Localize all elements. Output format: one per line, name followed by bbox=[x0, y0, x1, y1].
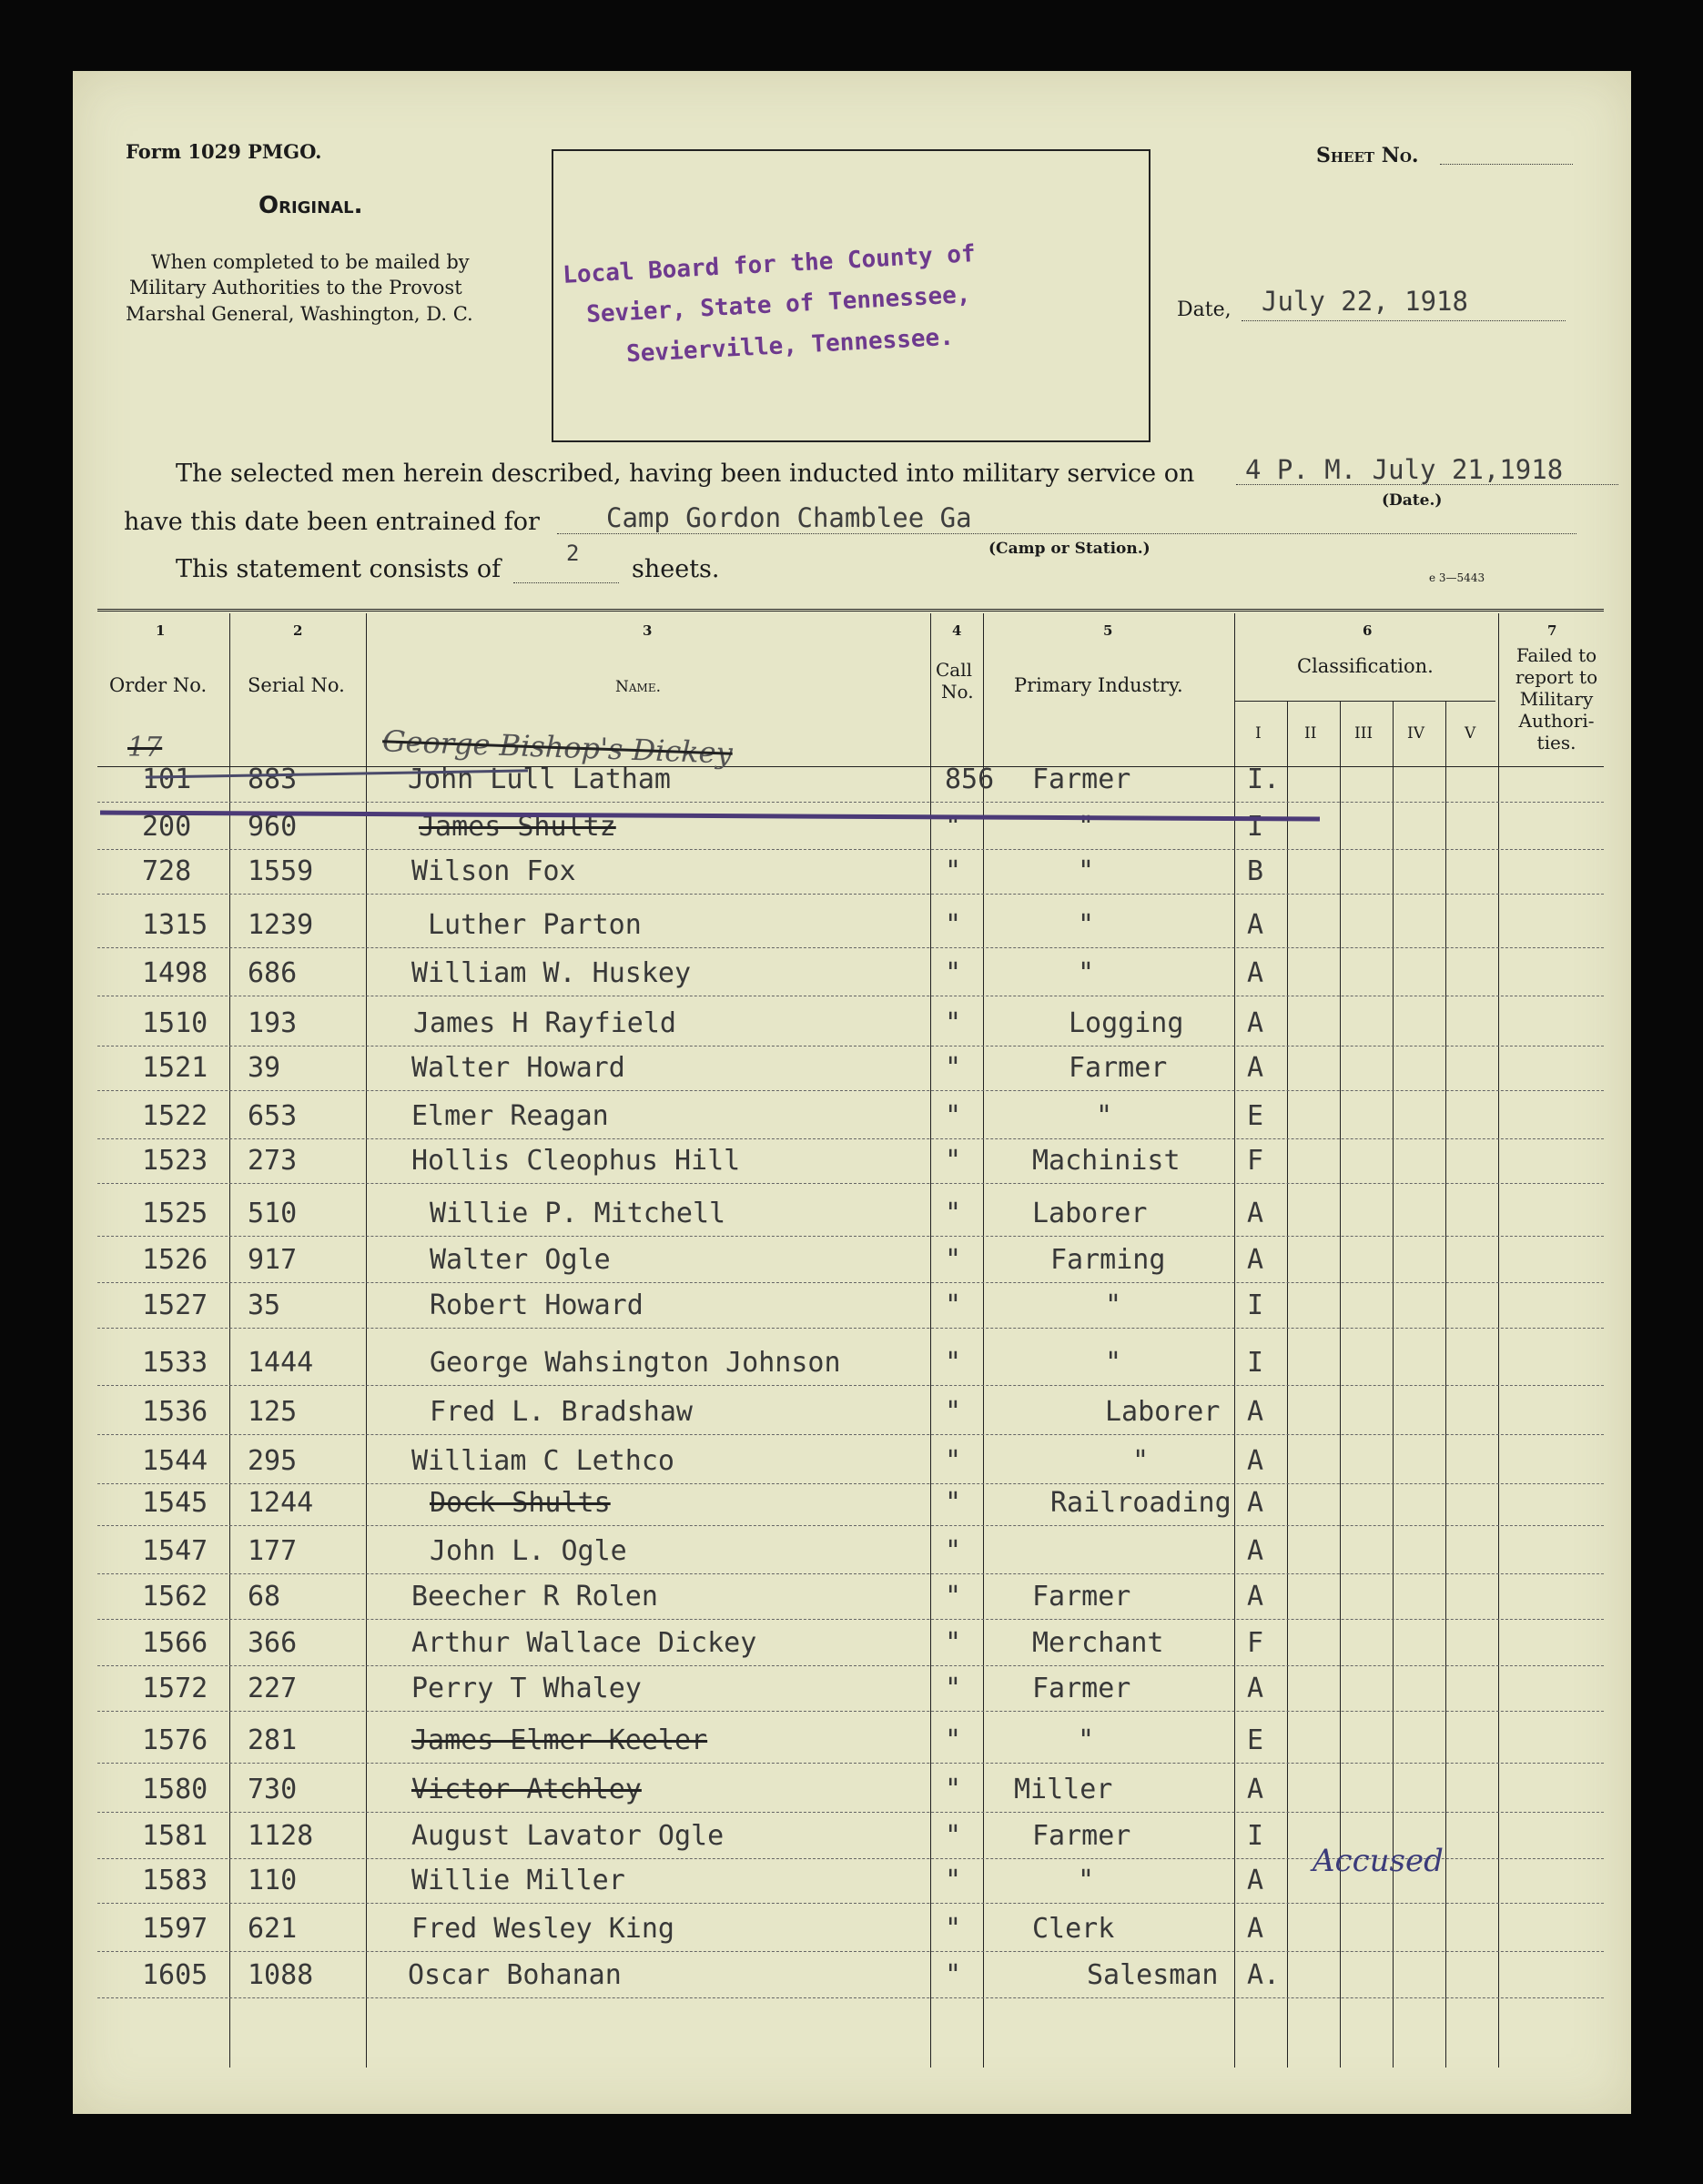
call-number-cell: " bbox=[945, 1581, 962, 1613]
order-number-cell: 1597 bbox=[142, 1913, 208, 1945]
call-number-cell: " bbox=[945, 1244, 962, 1276]
col-number-3: 3 bbox=[643, 622, 653, 639]
inductee-name-cell: John L. Ogle bbox=[430, 1535, 627, 1567]
col-number-7: 7 bbox=[1547, 622, 1557, 639]
inductee-name-cell: Oscar Bohanan bbox=[408, 1959, 622, 1991]
classification-cell: I. bbox=[1247, 763, 1281, 795]
serial-number-cell: 1244 bbox=[248, 1487, 314, 1519]
serial-number-cell: 177 bbox=[248, 1535, 298, 1567]
call-number-cell: " bbox=[945, 1198, 962, 1229]
classification-cell: A bbox=[1247, 1244, 1264, 1276]
primary-industry-cell: " bbox=[1078, 957, 1095, 989]
order-number-cell: 1527 bbox=[142, 1289, 208, 1321]
call-number-header-1: Call bbox=[936, 659, 973, 681]
inductee-name-cell: James H Rayfield bbox=[413, 1007, 676, 1039]
inductee-name-cell: Perry T Whaley bbox=[411, 1673, 642, 1704]
form-sheet bbox=[73, 71, 1631, 2114]
order-number-cell: 1583 bbox=[142, 1865, 208, 1896]
serial-number-cell: 960 bbox=[248, 811, 298, 843]
serial-number-cell: 510 bbox=[248, 1198, 298, 1229]
inductee-name-cell: Robert Howard bbox=[430, 1289, 644, 1321]
table-header-bottom bbox=[97, 766, 1604, 767]
row-divider bbox=[97, 802, 1604, 803]
call-number-cell: " bbox=[945, 1820, 962, 1852]
inductee-name-cell: William C Lethco bbox=[411, 1445, 674, 1477]
serial-number-cell: 883 bbox=[248, 763, 298, 795]
call-number-cell: " bbox=[945, 1627, 962, 1659]
primary-industry-cell: Laborer bbox=[1105, 1396, 1221, 1428]
inductee-name-cell: Elmer Reagan bbox=[411, 1100, 609, 1132]
camp-line bbox=[557, 533, 1576, 534]
serial-number-cell: 1128 bbox=[248, 1820, 314, 1852]
row-divider bbox=[97, 1183, 1604, 1184]
classification-cell: I bbox=[1247, 1347, 1264, 1379]
order-number-cell: 1498 bbox=[142, 957, 208, 989]
inductee-name-cell: Willie P. Mitchell bbox=[430, 1198, 726, 1229]
inductee-name-cell: George Wahsington Johnson bbox=[430, 1347, 841, 1379]
serial-number-cell: 295 bbox=[248, 1445, 298, 1477]
call-number-cell: " bbox=[945, 1487, 962, 1519]
serial-number-cell: 686 bbox=[248, 957, 298, 989]
classification-cell: F bbox=[1247, 1627, 1264, 1659]
date-value: July 22, 1918 bbox=[1262, 286, 1468, 317]
classification-cell: A bbox=[1247, 1007, 1264, 1039]
failed-header-line-3: Military bbox=[1519, 688, 1594, 710]
inductee-name-cell: Luther Parton bbox=[428, 909, 642, 941]
serial-number-cell: 39 bbox=[248, 1052, 281, 1084]
call-number-cell: " bbox=[945, 1724, 962, 1756]
order-number-cell: 1525 bbox=[142, 1198, 208, 1229]
serial-number-cell: 193 bbox=[248, 1007, 298, 1039]
serial-number-cell: 68 bbox=[248, 1581, 281, 1613]
primary-industry-cell: Farmer bbox=[1032, 1820, 1131, 1852]
classification-cell: A bbox=[1247, 957, 1264, 989]
name-header: Name. bbox=[615, 678, 661, 696]
call-number-cell: " bbox=[945, 1445, 962, 1477]
col-divider-2 bbox=[366, 613, 367, 2068]
row-divider bbox=[97, 1385, 1604, 1386]
row-divider bbox=[97, 1483, 1604, 1484]
call-number-cell: " bbox=[945, 909, 962, 941]
stamp-line-3: Sevierville, Tennessee. bbox=[625, 323, 955, 369]
row-divider bbox=[97, 1573, 1604, 1574]
row-divider bbox=[97, 1236, 1604, 1237]
order-number-cell: 1576 bbox=[142, 1724, 208, 1756]
primary-industry-cell: " bbox=[1078, 1865, 1095, 1896]
col-number-4: 4 bbox=[952, 622, 962, 639]
primary-industry-cell: Miller bbox=[1014, 1774, 1113, 1805]
inductee-name-cell: Beecher R Rolen bbox=[411, 1581, 658, 1613]
order-number-cell: 1562 bbox=[142, 1581, 208, 1613]
primary-industry-cell: Logging bbox=[1069, 1007, 1184, 1039]
serial-number-cell: 917 bbox=[248, 1244, 298, 1276]
row-divider bbox=[97, 1903, 1604, 1904]
order-number-header: Order No. bbox=[109, 674, 208, 696]
order-number-cell: 1566 bbox=[142, 1627, 208, 1659]
order-number-cell: 101 bbox=[142, 763, 192, 795]
classification-cell: A bbox=[1247, 1198, 1264, 1229]
order-number-cell: 1521 bbox=[142, 1052, 208, 1084]
serial-number-cell: 1444 bbox=[248, 1347, 314, 1379]
class-iv-header: IV bbox=[1407, 724, 1424, 743]
primary-industry-cell: Merchant bbox=[1032, 1627, 1164, 1659]
order-number-cell: 1580 bbox=[142, 1774, 208, 1805]
primary-industry-cell: Farmer bbox=[1032, 763, 1131, 795]
failed-to-report-header bbox=[1511, 644, 1602, 753]
mail-instructions-line-2: Military Authorities to the Provost bbox=[129, 277, 462, 298]
inductee-name-cell: Hollis Cleophus Hill bbox=[411, 1145, 741, 1177]
camp-caption: (Camp or Station.) bbox=[988, 540, 1151, 558]
primary-industry-cell: Salesman bbox=[1087, 1959, 1219, 1991]
col-number-6: 6 bbox=[1363, 622, 1373, 639]
serial-number-cell: 730 bbox=[248, 1774, 298, 1805]
classification-cell: A bbox=[1247, 1445, 1264, 1477]
inductee-name-cell: Dock Shults bbox=[430, 1487, 611, 1519]
row-divider bbox=[97, 1711, 1604, 1712]
primary-industry-cell: " bbox=[1078, 855, 1095, 887]
inductee-name-cell: Wilson Fox bbox=[411, 855, 576, 887]
date-line bbox=[1242, 320, 1566, 321]
classification-divider bbox=[1234, 701, 1495, 702]
serial-number-cell: 227 bbox=[248, 1673, 298, 1704]
order-number-cell: 1533 bbox=[142, 1347, 208, 1379]
sheets-count-value: 2 bbox=[566, 541, 580, 566]
primary-industry-cell: " bbox=[1078, 1724, 1095, 1756]
call-number-cell: " bbox=[945, 957, 962, 989]
mail-instructions-line-1: When completed to be mailed by bbox=[151, 251, 470, 273]
date-label: Date, bbox=[1177, 298, 1232, 321]
class-ii-header: II bbox=[1304, 724, 1317, 743]
crossed-out-entry: George Bishop's Dickey bbox=[381, 723, 734, 771]
statement-text-1: The selected men herein described, having been inducted into military service on bbox=[176, 460, 1195, 488]
order-number-cell: 1522 bbox=[142, 1100, 208, 1132]
sheets-count-line bbox=[513, 582, 619, 583]
classification-cell: A bbox=[1247, 1913, 1264, 1945]
serial-number-cell: 366 bbox=[248, 1627, 298, 1659]
call-number-cell: " bbox=[945, 1347, 962, 1379]
row-divider bbox=[97, 1090, 1604, 1091]
primary-industry-cell: " bbox=[1096, 1100, 1113, 1132]
statement-text-4: sheets. bbox=[632, 555, 720, 583]
order-number-cell: 1510 bbox=[142, 1007, 208, 1039]
failed-header-line-4: Authori- bbox=[1518, 710, 1595, 732]
order-number-cell: 1605 bbox=[142, 1959, 208, 1991]
classification-cell: E bbox=[1247, 1724, 1264, 1756]
primary-industry-cell: " bbox=[1105, 1347, 1122, 1379]
row-divider bbox=[97, 1328, 1604, 1329]
primary-industry-cell: " bbox=[1105, 1289, 1122, 1321]
row-divider bbox=[97, 1282, 1604, 1283]
col-divider-4 bbox=[983, 613, 984, 2068]
order-number-cell: 1315 bbox=[142, 909, 208, 941]
classification-cell: A. bbox=[1247, 1959, 1281, 1991]
marginal-note: Accused bbox=[1313, 1843, 1444, 1879]
statement-text-2: have this date been entrained for bbox=[124, 508, 540, 536]
stamp-line-2: Sevier, State of Tennessee, bbox=[585, 280, 972, 329]
serial-number-cell: 110 bbox=[248, 1865, 298, 1896]
failed-header-line-1: Failed to bbox=[1515, 644, 1597, 666]
classification-cell: A bbox=[1247, 1581, 1264, 1613]
failed-header-line-5: ties. bbox=[1536, 732, 1576, 753]
statement-text-3: This statement consists of bbox=[176, 555, 502, 583]
row-divider bbox=[97, 1951, 1604, 1952]
call-number-cell: " bbox=[945, 1913, 962, 1945]
classification-cell: B bbox=[1247, 855, 1264, 887]
date-caption: (Date.) bbox=[1382, 491, 1443, 510]
primary-industry-cell: " bbox=[1078, 811, 1095, 843]
sheet-number-line bbox=[1440, 164, 1573, 165]
col-divider-1 bbox=[229, 613, 230, 2068]
call-number-cell: " bbox=[945, 1396, 962, 1428]
order-number-cell: 1547 bbox=[142, 1535, 208, 1567]
mail-instructions-line-3: Marshal General, Washington, D. C. bbox=[126, 303, 473, 325]
primary-industry-cell: Farmer bbox=[1069, 1052, 1168, 1084]
col-divider-class-1 bbox=[1287, 701, 1288, 2068]
class-v-header: V bbox=[1465, 724, 1476, 743]
call-number-cell: " bbox=[945, 1774, 962, 1805]
row-divider bbox=[97, 894, 1604, 895]
order-number-cell: 1572 bbox=[142, 1673, 208, 1704]
order-number-cell: 200 bbox=[142, 811, 192, 843]
classification-cell: A bbox=[1247, 1535, 1264, 1567]
col-number-1: 1 bbox=[156, 622, 166, 639]
primary-industry-cell: Clerk bbox=[1032, 1913, 1115, 1945]
order-number-cell: 728 bbox=[142, 855, 192, 887]
call-number-cell: " bbox=[945, 1289, 962, 1321]
serial-number-cell: 125 bbox=[248, 1396, 298, 1428]
classification-cell: I bbox=[1247, 1820, 1264, 1852]
classification-cell: A bbox=[1247, 1487, 1264, 1519]
row-divider bbox=[97, 1434, 1604, 1435]
classification-cell: A bbox=[1247, 1865, 1264, 1896]
serial-number-cell: 273 bbox=[248, 1145, 298, 1177]
primary-industry-cell: Machinist bbox=[1032, 1145, 1181, 1177]
order-number-cell: 1544 bbox=[142, 1445, 208, 1477]
classification-cell: A bbox=[1247, 1774, 1264, 1805]
row-divider bbox=[97, 1525, 1604, 1526]
inductee-name-cell: James Shultz bbox=[419, 811, 616, 843]
col-number-2: 2 bbox=[293, 622, 303, 639]
inductee-name-cell: William W. Huskey bbox=[411, 957, 692, 989]
failed-header-line-2: report to bbox=[1515, 666, 1598, 688]
primary-industry-cell: Laborer bbox=[1032, 1198, 1148, 1229]
class-iii-header: III bbox=[1354, 724, 1374, 743]
row-divider bbox=[97, 1619, 1604, 1620]
inductee-name-cell: Fred L. Bradshaw bbox=[430, 1396, 693, 1428]
call-number-cell: " bbox=[945, 1535, 962, 1567]
call-number-cell: " bbox=[945, 811, 962, 843]
inductee-name-cell: James Elmer Keeler bbox=[411, 1724, 708, 1756]
primary-industry-cell: Farmer bbox=[1032, 1581, 1131, 1613]
primary-industry-cell: " bbox=[1078, 909, 1095, 941]
col-divider-6 bbox=[1498, 613, 1499, 2068]
table-top-border bbox=[97, 609, 1604, 612]
primary-industry-cell: " bbox=[1132, 1445, 1150, 1477]
row-divider bbox=[97, 1763, 1604, 1764]
call-number-cell: " bbox=[945, 1052, 962, 1084]
col-divider-class-4 bbox=[1445, 701, 1446, 2068]
classification-cell: A bbox=[1247, 1052, 1264, 1084]
order-number-cell: 1526 bbox=[142, 1244, 208, 1276]
inductee-name-cell: Arthur Wallace Dickey bbox=[411, 1627, 757, 1659]
primary-industry-cell: Railroading bbox=[1050, 1487, 1232, 1519]
print-code: e 3—5443 bbox=[1429, 571, 1485, 584]
order-number-cell: 1581 bbox=[142, 1820, 208, 1852]
col-divider-3 bbox=[930, 613, 931, 2068]
call-number-cell: 856 bbox=[945, 763, 995, 795]
classification-cell: A bbox=[1247, 1396, 1264, 1428]
inductee-name-cell: Willie Miller bbox=[411, 1865, 625, 1896]
primary-industry-header: Primary Industry. bbox=[1014, 674, 1183, 696]
call-number-cell: " bbox=[945, 1007, 962, 1039]
serial-number-cell: 1239 bbox=[248, 909, 314, 941]
classification-cell: I bbox=[1247, 811, 1264, 843]
row-divider bbox=[97, 1665, 1604, 1666]
call-number-cell: " bbox=[945, 1959, 962, 1991]
inductee-name-cell: Walter Ogle bbox=[430, 1244, 611, 1276]
classification-cell: I bbox=[1247, 1289, 1264, 1321]
serial-number-cell: 1088 bbox=[248, 1959, 314, 1991]
classification-cell: A bbox=[1247, 909, 1264, 941]
class-i-header: I bbox=[1255, 724, 1262, 743]
serial-number-cell: 35 bbox=[248, 1289, 281, 1321]
sheet-number-label: Sheet No. bbox=[1316, 144, 1419, 167]
call-number-cell: " bbox=[945, 1673, 962, 1704]
crossed-out-order: 17 bbox=[127, 732, 163, 763]
col-divider-5 bbox=[1234, 613, 1235, 2068]
row-divider bbox=[97, 1812, 1604, 1813]
serial-number-header: Serial No. bbox=[248, 674, 345, 696]
serial-number-cell: 281 bbox=[248, 1724, 298, 1756]
local-board-stamp-box bbox=[552, 149, 1151, 442]
classification-cell: A bbox=[1247, 1673, 1264, 1704]
inductee-name-cell: Victor Atchley bbox=[411, 1774, 642, 1805]
serial-number-cell: 653 bbox=[248, 1100, 298, 1132]
classification-cell: F bbox=[1247, 1145, 1264, 1177]
row-divider bbox=[97, 849, 1604, 850]
call-number-cell: " bbox=[945, 1145, 962, 1177]
row-divider bbox=[97, 1997, 1604, 1998]
row-divider bbox=[97, 947, 1604, 948]
order-number-cell: 1523 bbox=[142, 1145, 208, 1177]
inductee-name-cell: John Lull Latham bbox=[408, 763, 671, 795]
primary-industry-cell: Farming bbox=[1050, 1244, 1166, 1276]
primary-industry-cell: Farmer bbox=[1032, 1673, 1131, 1704]
form-number: Form 1029 PMGO. bbox=[126, 140, 322, 163]
serial-number-cell: 1559 bbox=[248, 855, 314, 887]
classification-header: Classification. bbox=[1297, 655, 1434, 677]
order-number-cell: 1536 bbox=[142, 1396, 208, 1428]
order-number-cell: 1545 bbox=[142, 1487, 208, 1519]
call-number-cell: " bbox=[945, 1865, 962, 1896]
serial-number-cell: 621 bbox=[248, 1913, 298, 1945]
camp-value: Camp Gordon Chamblee Ga bbox=[606, 502, 972, 533]
inductee-name-cell: Fred Wesley King bbox=[411, 1913, 674, 1945]
inductee-name-cell: Walter Howard bbox=[411, 1052, 625, 1084]
call-number-cell: " bbox=[945, 855, 962, 887]
induction-date-value: 4 P. M. July 21,1918 bbox=[1245, 454, 1564, 485]
stamp-line-1: Local Board for the County of bbox=[562, 240, 977, 289]
induction-date-line bbox=[1236, 484, 1618, 485]
col-number-5: 5 bbox=[1103, 622, 1113, 639]
inductee-name-cell: August Lavator Ogle bbox=[411, 1820, 725, 1852]
call-number-header-2: No. bbox=[941, 681, 974, 703]
classification-cell: E bbox=[1247, 1100, 1264, 1132]
row-divider bbox=[97, 1138, 1604, 1139]
original-label: Original. bbox=[258, 192, 363, 219]
call-number-cell: " bbox=[945, 1100, 962, 1132]
